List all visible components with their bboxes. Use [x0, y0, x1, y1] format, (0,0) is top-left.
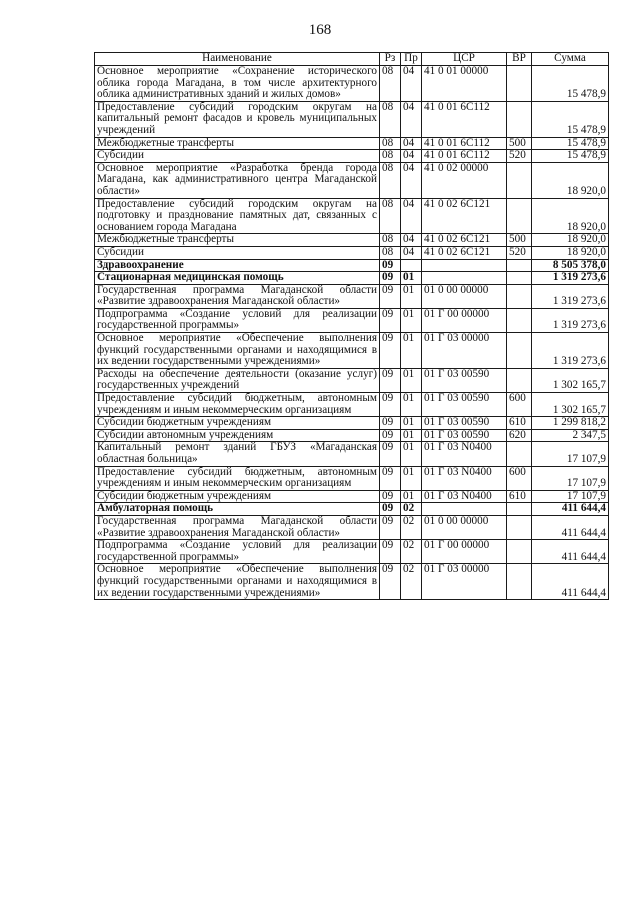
cell-csr: 41 0 02 00000: [422, 162, 507, 198]
table-row: [95, 417, 609, 430]
cell-vr: 600: [507, 393, 532, 417]
cell-rz: 09: [380, 503, 401, 516]
cell-pr: 04: [401, 198, 422, 234]
cell-csr: 01 Г 03 00590: [422, 429, 507, 442]
cell-sum: 2 347,5: [532, 429, 609, 442]
column-header-name: Наименование: [95, 53, 380, 66]
cell-vr: [507, 272, 532, 285]
cell-rz: 09: [380, 515, 401, 539]
cell-sum: 411 644,4: [532, 503, 609, 516]
cell-name: Межбюджетные трансферты: [95, 234, 380, 247]
cell-sum: 1 319 273,6: [532, 272, 609, 285]
cell-vr: [507, 259, 532, 272]
cell-csr: 01 Г 03 N0400: [422, 490, 507, 503]
cell-csr: 01 Г 03 00000: [422, 333, 507, 369]
cell-vr: [507, 503, 532, 516]
cell-rz: 09: [380, 466, 401, 490]
table-row: [95, 272, 609, 285]
column-header-csr: ЦСР: [422, 53, 507, 66]
cell-csr: [422, 272, 507, 285]
cell-rz: 09: [380, 564, 401, 600]
cell-rz: 09: [380, 393, 401, 417]
cell-sum: 18 920,0: [532, 246, 609, 259]
cell-rz: 09: [380, 429, 401, 442]
table-body: [95, 66, 609, 600]
cell-vr: 620: [507, 429, 532, 442]
cell-sum: 17 107,9: [532, 442, 609, 466]
cell-sum: 1 319 273,6: [532, 308, 609, 332]
table-row: [95, 308, 609, 332]
cell-pr: 01: [401, 272, 422, 285]
cell-name: Предоставление субсидий городским округам на капитальный ремонт фасадов и кровель муниципальных учреждений: [95, 101, 380, 137]
cell-name: Межбюджетные трансферты: [95, 137, 380, 150]
cell-pr: 01: [401, 442, 422, 466]
cell-sum: 1 299 818,2: [532, 417, 609, 430]
cell-rz: 09: [380, 272, 401, 285]
cell-rz: 08: [380, 150, 401, 163]
budget-table: [94, 52, 609, 600]
cell-sum: 18 920,0: [532, 234, 609, 247]
cell-csr: 41 0 02 6С121: [422, 198, 507, 234]
cell-csr: [422, 259, 507, 272]
cell-sum: 18 920,0: [532, 162, 609, 198]
cell-csr: 01 Г 03 00590: [422, 393, 507, 417]
cell-name: Субсидии бюджетным учреждениям: [95, 490, 380, 503]
cell-name: Подпрограмма «Создание условий для реализации государственной программы»: [95, 540, 380, 564]
table-row: [95, 333, 609, 369]
cell-name: Стационарная медицинская помощь: [95, 272, 380, 285]
cell-vr: 520: [507, 246, 532, 259]
cell-rz: 09: [380, 442, 401, 466]
cell-pr: 04: [401, 66, 422, 102]
cell-rz: 09: [380, 259, 401, 272]
cell-sum: 411 644,4: [532, 540, 609, 564]
table-row: [95, 540, 609, 564]
cell-sum: 17 107,9: [532, 466, 609, 490]
cell-pr: 01: [401, 429, 422, 442]
cell-vr: [507, 284, 532, 308]
table-row: [95, 284, 609, 308]
table-header-row: [95, 53, 609, 66]
cell-rz: 08: [380, 162, 401, 198]
cell-name: Государственная программа Магаданской области «Развитие здравоохранения Магаданской области»: [95, 515, 380, 539]
cell-vr: [507, 564, 532, 600]
cell-rz: 08: [380, 101, 401, 137]
cell-vr: [507, 333, 532, 369]
table-row: [95, 368, 609, 392]
cell-vr: [507, 101, 532, 137]
column-header-vr: ВР: [507, 53, 532, 66]
cell-csr: 41 0 01 6С112: [422, 101, 507, 137]
cell-rz: 09: [380, 417, 401, 430]
cell-pr: 04: [401, 234, 422, 247]
cell-pr: 02: [401, 515, 422, 539]
cell-sum: 15 478,9: [532, 66, 609, 102]
cell-sum: 18 920,0: [532, 198, 609, 234]
cell-vr: [507, 540, 532, 564]
cell-vr: 500: [507, 234, 532, 247]
cell-vr: 610: [507, 490, 532, 503]
cell-rz: 09: [380, 333, 401, 369]
cell-name: Предоставление субсидий бюджетным, автономным учреждениям и иным некоммерческим организациям: [95, 466, 380, 490]
table-row: [95, 393, 609, 417]
cell-pr: 04: [401, 101, 422, 137]
table-row: [95, 442, 609, 466]
cell-name: Субсидии автономным учреждениям: [95, 429, 380, 442]
cell-pr: 02: [401, 540, 422, 564]
column-header-sum: Сумма: [532, 53, 609, 66]
cell-name: Субсидии: [95, 150, 380, 163]
column-header-pr: Пр: [401, 53, 422, 66]
cell-sum: 15 478,9: [532, 150, 609, 163]
cell-rz: 08: [380, 234, 401, 247]
cell-csr: 41 0 01 6С112: [422, 150, 507, 163]
cell-rz: 09: [380, 540, 401, 564]
cell-csr: [422, 503, 507, 516]
cell-sum: 1 302 165,7: [532, 368, 609, 392]
column-header-rz: Рз: [380, 53, 401, 66]
table-row: [95, 137, 609, 150]
cell-vr: [507, 66, 532, 102]
table-row: [95, 66, 609, 102]
cell-sum: 1 319 273,6: [532, 333, 609, 369]
cell-csr: 01 Г 03 00590: [422, 368, 507, 392]
cell-csr: 01 Г 03 00000: [422, 564, 507, 600]
cell-name: Подпрограмма «Создание условий для реализации государственной программы»: [95, 308, 380, 332]
cell-sum: 411 644,4: [532, 564, 609, 600]
cell-pr: 04: [401, 162, 422, 198]
cell-pr: 02: [401, 564, 422, 600]
cell-pr: 01: [401, 490, 422, 503]
cell-rz: 09: [380, 490, 401, 503]
cell-rz: 09: [380, 368, 401, 392]
cell-name: Здравоохранение: [95, 259, 380, 272]
cell-sum: 411 644,4: [532, 515, 609, 539]
cell-name: Расходы на обеспечение деятельности (оказание услуг) государственных учреждений: [95, 368, 380, 392]
cell-vr: [507, 308, 532, 332]
cell-rz: 08: [380, 246, 401, 259]
cell-csr: 01 Г 03 N0400: [422, 466, 507, 490]
cell-name: Государственная программа Магаданской области «Развитие здравоохранения Магаданской области»: [95, 284, 380, 308]
cell-pr: 01: [401, 417, 422, 430]
cell-sum: 17 107,9: [532, 490, 609, 503]
table-row: [95, 503, 609, 516]
cell-name: Субсидии бюджетным учреждениям: [95, 417, 380, 430]
cell-csr: 41 0 01 6С112: [422, 137, 507, 150]
cell-vr: 500: [507, 137, 532, 150]
cell-pr: 01: [401, 368, 422, 392]
cell-pr: 01: [401, 393, 422, 417]
cell-name: Субсидии: [95, 246, 380, 259]
cell-pr: 01: [401, 466, 422, 490]
cell-rz: 08: [380, 137, 401, 150]
table-row: [95, 429, 609, 442]
cell-vr: [507, 442, 532, 466]
cell-csr: 01 0 00 00000: [422, 284, 507, 308]
cell-name: Предоставление субсидий бюджетным, автономным учреждениям и иным некоммерческим организациям: [95, 393, 380, 417]
cell-pr: 04: [401, 246, 422, 259]
cell-name: Основное мероприятие «Разработка бренда города Магадана, как административного центра Магаданской области»: [95, 162, 380, 198]
cell-csr: 01 0 00 00000: [422, 515, 507, 539]
cell-rz: 09: [380, 308, 401, 332]
table-row: [95, 162, 609, 198]
cell-vr: 520: [507, 150, 532, 163]
table-row: [95, 515, 609, 539]
cell-sum: 1 302 165,7: [532, 393, 609, 417]
cell-sum: 1 319 273,6: [532, 284, 609, 308]
cell-sum: 8 505 378,0: [532, 259, 609, 272]
cell-pr: 04: [401, 137, 422, 150]
cell-rz: 08: [380, 198, 401, 234]
cell-sum: 15 478,9: [532, 101, 609, 137]
cell-csr: 41 0 01 00000: [422, 66, 507, 102]
cell-name: Капитальный ремонт зданий ГБУЗ «Магаданская областная больница»: [95, 442, 380, 466]
cell-pr: 04: [401, 150, 422, 163]
cell-vr: [507, 515, 532, 539]
cell-pr: 01: [401, 308, 422, 332]
cell-name: Амбулаторная помощь: [95, 503, 380, 516]
table-row: [95, 234, 609, 247]
table-row: [95, 466, 609, 490]
cell-rz: 09: [380, 284, 401, 308]
table-row: [95, 246, 609, 259]
cell-csr: 01 Г 00 00000: [422, 540, 507, 564]
cell-csr: 01 Г 03 N0400: [422, 442, 507, 466]
cell-pr: 02: [401, 503, 422, 516]
cell-csr: 01 Г 00 00000: [422, 308, 507, 332]
cell-sum: 15 478,9: [532, 137, 609, 150]
cell-vr: 600: [507, 466, 532, 490]
cell-name: Основное мероприятие «Сохранение исторического облика города Магадана, в том числе архитектурного облика административных зданий и жилых домов»: [95, 66, 380, 102]
table-row: [95, 150, 609, 163]
table-row: [95, 101, 609, 137]
cell-vr: 610: [507, 417, 532, 430]
cell-vr: [507, 368, 532, 392]
table-row: [95, 564, 609, 600]
cell-csr: 41 0 02 6С121: [422, 234, 507, 247]
cell-csr: 01 Г 03 00590: [422, 417, 507, 430]
cell-rz: 08: [380, 66, 401, 102]
cell-name: Предоставление субсидий городским округам на подготовку и празднование памятных дат, связанных с основанием города Магадана: [95, 198, 380, 234]
cell-vr: [507, 162, 532, 198]
cell-pr: [401, 259, 422, 272]
page-number: 168: [308, 22, 332, 38]
cell-name: Основное мероприятие «Обеспечение выполнения функций государственными органами и находящимися в их ведении государственными учреждениями»: [95, 564, 380, 600]
cell-csr: 41 0 02 6С121: [422, 246, 507, 259]
table-row: [95, 259, 609, 272]
table-row: [95, 198, 609, 234]
cell-vr: [507, 198, 532, 234]
cell-name: Основное мероприятие «Обеспечение выполнения функций государственными органами и находящимися в их ведении государственными учреждениями»: [95, 333, 380, 369]
cell-pr: 01: [401, 333, 422, 369]
table-row: [95, 490, 609, 503]
cell-pr: 01: [401, 284, 422, 308]
